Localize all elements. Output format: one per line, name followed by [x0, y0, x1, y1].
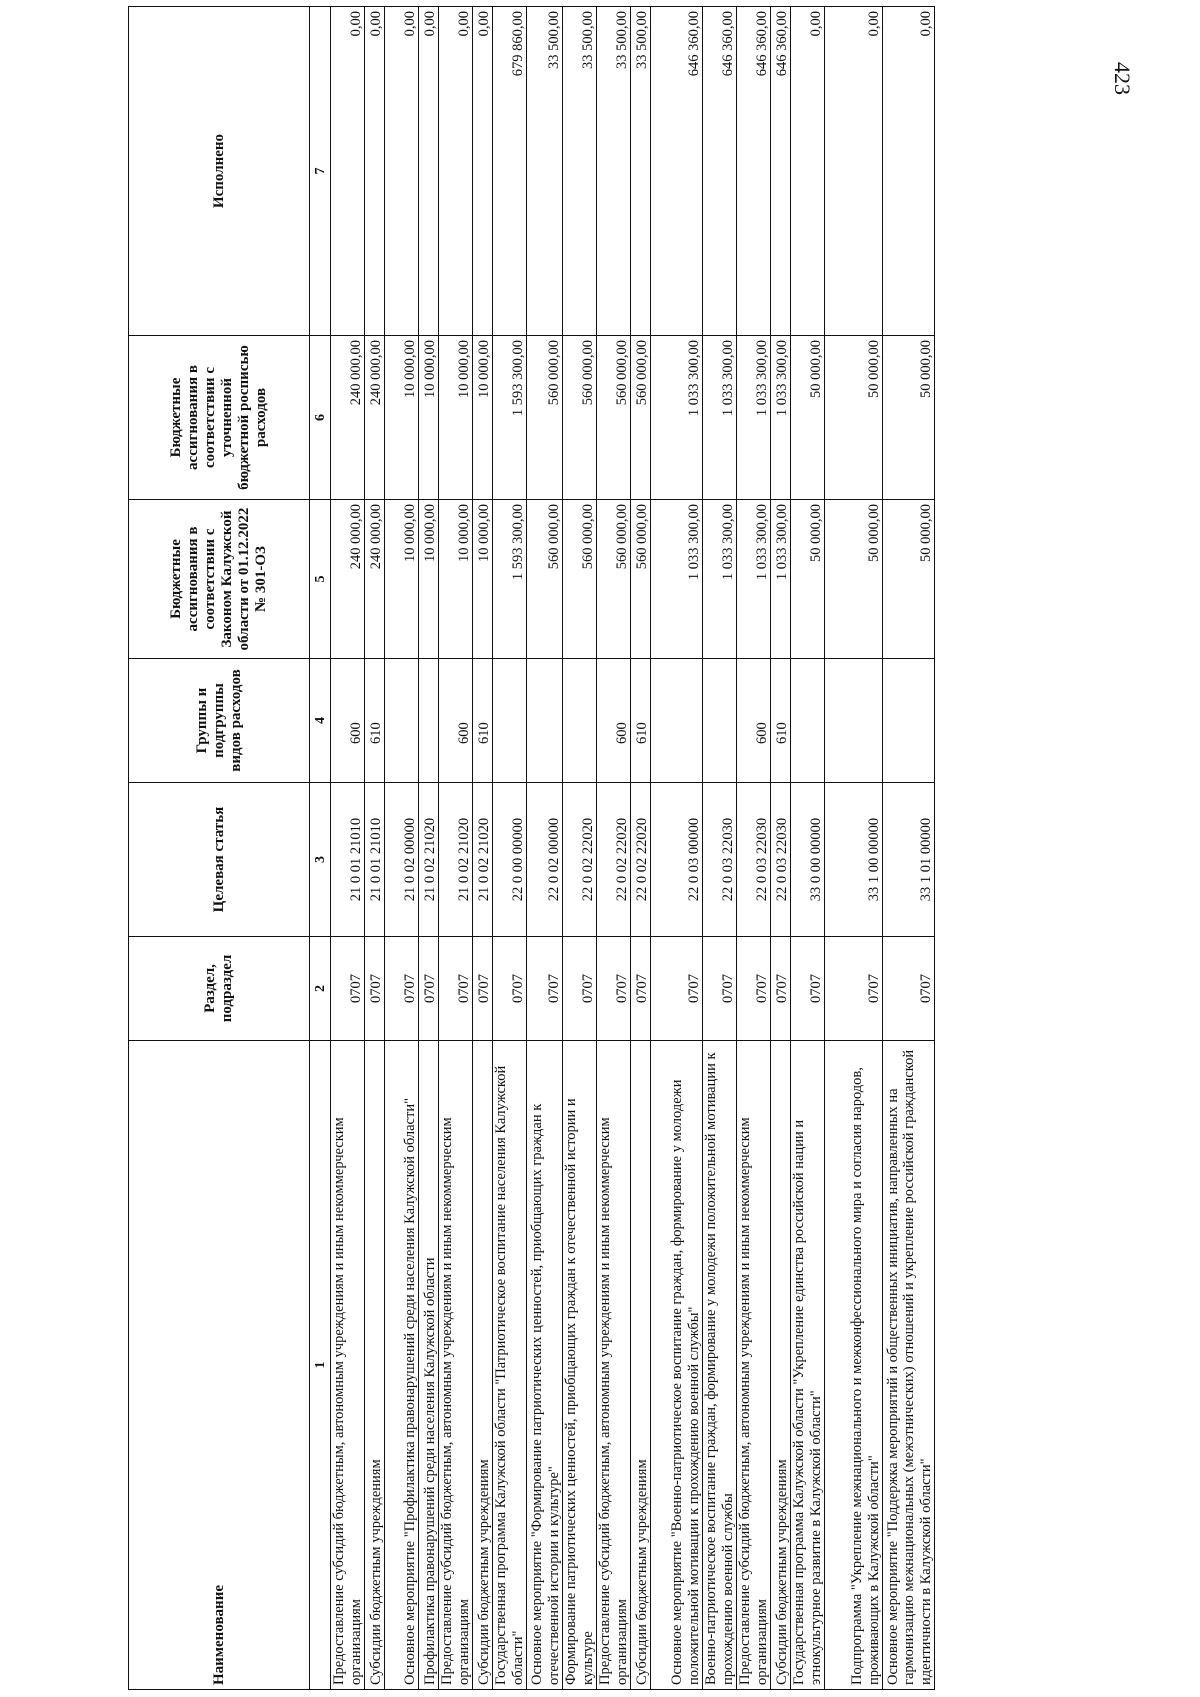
row-law: 1 033 300,00	[771, 500, 791, 659]
row-article: 33 0 00 00000	[791, 783, 825, 937]
row-roster: 10 000,00	[385, 336, 419, 500]
row-name: Основное мероприятие "Профилактика правонарушений среди населения Калужской области"	[385, 1041, 419, 1690]
header-number: 5	[310, 500, 331, 659]
table-row	[703, 7, 737, 1690]
table-row	[563, 7, 597, 1690]
table-row	[493, 7, 527, 1690]
row-done: 646 360,00	[651, 7, 703, 336]
row-article: 21 0 02 21020	[419, 783, 439, 937]
row-name: Предоставление субсидий бюджетным, автономным учреждениям и иным некоммерческим организациям	[597, 1041, 631, 1690]
table-row	[771, 7, 791, 1690]
row-done: 0,00	[419, 7, 439, 336]
row-article: 22 0 03 22030	[703, 783, 737, 937]
row-article: 22 0 02 22020	[631, 783, 651, 937]
row-name: Подпрограмма "Укрепление межнационального и межконфессионального мира и согласия народов, проживающих в Калужской области"	[825, 1041, 883, 1690]
row-done: 33 500,00	[631, 7, 651, 336]
row-law: 10 000,00	[385, 500, 419, 659]
row-done: 646 360,00	[737, 7, 771, 336]
row-done: 679 860,00	[493, 7, 527, 336]
header-row	[129, 7, 310, 1690]
header-number: 6	[310, 336, 331, 500]
row-done: 0,00	[473, 7, 493, 336]
row-section: 0707	[563, 937, 597, 1041]
row-group: 610	[473, 659, 493, 783]
row-law: 240 000,00	[365, 500, 385, 659]
row-roster: 560 000,00	[631, 336, 651, 500]
row-section: 0707	[365, 937, 385, 1041]
row-law: 1 033 300,00	[703, 500, 737, 659]
row-group: 600	[439, 659, 473, 783]
header-law: Бюджетные ассигнования в соответствии с Законом Калужской области от 01.12.2022 № 301-ОЗ	[129, 500, 310, 659]
row-roster: 1 033 300,00	[771, 336, 791, 500]
row-article: 22 0 03 00000	[651, 783, 703, 937]
row-law: 1 033 300,00	[737, 500, 771, 659]
header-group: Группы и подгруппы видов расходов	[129, 659, 310, 783]
row-group: 600	[597, 659, 631, 783]
row-article: 33 1 00 00000	[825, 783, 883, 937]
table-row	[385, 7, 419, 1690]
header-number: 2	[310, 937, 331, 1041]
row-section: 0707	[825, 937, 883, 1041]
row-law: 10 000,00	[419, 500, 439, 659]
table-row	[883, 7, 935, 1690]
table-body	[331, 7, 935, 1690]
row-article: 22 0 02 00000	[527, 783, 563, 937]
row-article: 22 0 02 22020	[597, 783, 631, 937]
row-law: 1 593 300,00	[493, 500, 527, 659]
row-roster: 560 000,00	[527, 336, 563, 500]
row-done: 33 500,00	[563, 7, 597, 336]
row-group	[527, 659, 563, 783]
row-section: 0707	[493, 937, 527, 1041]
row-done: 0,00	[825, 7, 883, 336]
row-section: 0707	[597, 937, 631, 1041]
row-roster: 560 000,00	[597, 336, 631, 500]
row-roster: 240 000,00	[331, 336, 365, 500]
row-section: 0707	[737, 937, 771, 1041]
table-row	[439, 7, 473, 1690]
row-law: 50 000,00	[825, 500, 883, 659]
row-group	[883, 659, 935, 783]
table-row	[791, 7, 825, 1690]
row-group: 610	[771, 659, 791, 783]
row-group	[791, 659, 825, 783]
row-roster: 560 000,00	[563, 336, 597, 500]
row-name: Предоставление субсидий бюджетным, автономным учреждениям и иным некоммерческим организациям	[439, 1041, 473, 1690]
page-number: 423	[1110, 62, 1135, 95]
row-law: 560 000,00	[631, 500, 651, 659]
row-name: Формирование патриотических ценностей, приобщающих граждан к отечественной истории и культуре	[563, 1041, 597, 1690]
row-group	[493, 659, 527, 783]
row-article: 22 0 03 22030	[771, 783, 791, 937]
row-article: 33 1 01 00000	[883, 783, 935, 937]
row-section: 0707	[439, 937, 473, 1041]
row-roster: 50 000,00	[825, 336, 883, 500]
row-section: 0707	[473, 937, 493, 1041]
header-number: 4	[310, 659, 331, 783]
header-done: Исполнено	[129, 7, 310, 336]
row-roster: 10 000,00	[473, 336, 493, 500]
table-row	[651, 7, 703, 1690]
row-law: 560 000,00	[597, 500, 631, 659]
row-roster: 1 593 300,00	[493, 336, 527, 500]
header-number: 7	[310, 7, 331, 336]
header-number-row	[310, 7, 331, 1690]
row-name: Основное мероприятие "Поддержка мероприятий и общественных инициатив, направленных на гармонизацию межнациональных (межэтнических) отношений и укрепление российской гражданской идентичности в Калужской области"	[883, 1041, 935, 1690]
row-article: 21 0 02 21020	[439, 783, 473, 937]
row-section: 0707	[791, 937, 825, 1041]
row-done: 0,00	[365, 7, 385, 336]
table-row	[419, 7, 439, 1690]
row-article: 21 0 01 21010	[365, 783, 385, 937]
row-name: Субсидии бюджетным учреждениям	[771, 1041, 791, 1690]
row-group	[419, 659, 439, 783]
table-row	[737, 7, 771, 1690]
row-law: 10 000,00	[473, 500, 493, 659]
row-law: 50 000,00	[791, 500, 825, 659]
header-roster: Бюджетные ассигнования в соответствии с уточненной бюджетной росписью расходов	[129, 336, 310, 500]
row-law: 50 000,00	[883, 500, 935, 659]
table-row	[527, 7, 563, 1690]
row-group	[563, 659, 597, 783]
row-group	[385, 659, 419, 783]
row-done: 33 500,00	[597, 7, 631, 336]
table-row	[365, 7, 385, 1690]
row-law: 1 033 300,00	[651, 500, 703, 659]
row-section: 0707	[651, 937, 703, 1041]
header-name: Наименование	[129, 1041, 310, 1690]
row-name: Военно-патриотическое воспитание граждан, формирование у молодежи положительной мотивации к прохождению военной службы	[703, 1041, 737, 1690]
row-group	[825, 659, 883, 783]
row-group	[703, 659, 737, 783]
row-roster: 1 033 300,00	[737, 336, 771, 500]
row-done: 33 500,00	[527, 7, 563, 336]
row-name: Предоставление субсидий бюджетным, автономным учреждениям и иным некоммерческим организациям	[331, 1041, 365, 1690]
row-section: 0707	[527, 937, 563, 1041]
row-group: 600	[331, 659, 365, 783]
row-name: Профилактика правонарушений среди населения Калужской области	[419, 1041, 439, 1690]
row-roster: 1 033 300,00	[651, 336, 703, 500]
row-done: 646 360,00	[771, 7, 791, 336]
row-section: 0707	[385, 937, 419, 1041]
row-name: Предоставление субсидий бюджетным, автономным учреждениям и иным некоммерческим организациям	[737, 1041, 771, 1690]
row-group: 600	[737, 659, 771, 783]
budget-table	[128, 6, 935, 1690]
row-roster: 10 000,00	[419, 336, 439, 500]
row-group	[651, 659, 703, 783]
row-section: 0707	[631, 937, 651, 1041]
table-row	[473, 7, 493, 1690]
row-name: Основное мероприятие "Военно-патриотическое воспитание граждан, формирование у молодежи положительной мотивации к прохождению военной службы"	[651, 1041, 703, 1690]
rotated-page	[128, 11, 1188, 1690]
row-name: Субсидии бюджетным учреждениям	[631, 1041, 651, 1690]
row-roster: 50 000,00	[791, 336, 825, 500]
row-section: 0707	[703, 937, 737, 1041]
row-section: 0707	[419, 937, 439, 1041]
row-done: 0,00	[439, 7, 473, 336]
row-name: Государственная программа Калужской области "Укрепление единства российской нации и этнокультурное развитие в Калужской области"	[791, 1041, 825, 1690]
row-roster: 10 000,00	[439, 336, 473, 500]
row-name: Государственная программа Калужской области "Патриотическое воспитание населения Калужской области"	[493, 1041, 527, 1690]
row-name: Субсидии бюджетным учреждениям	[365, 1041, 385, 1690]
row-article: 21 0 02 00000	[385, 783, 419, 937]
row-roster: 1 033 300,00	[703, 336, 737, 500]
row-law: 10 000,00	[439, 500, 473, 659]
row-group: 610	[631, 659, 651, 783]
header-section: Раздел, подраздел	[129, 937, 310, 1041]
row-section: 0707	[771, 937, 791, 1041]
table-row	[597, 7, 631, 1690]
header-number: 1	[310, 1041, 331, 1690]
row-law: 240 000,00	[331, 500, 365, 659]
row-law: 560 000,00	[563, 500, 597, 659]
row-name: Субсидии бюджетным учреждениям	[473, 1041, 493, 1690]
table-row	[631, 7, 651, 1690]
header-article: Целевая статья	[129, 783, 310, 937]
row-roster: 240 000,00	[365, 336, 385, 500]
header-number: 3	[310, 783, 331, 937]
row-article: 21 0 02 21020	[473, 783, 493, 937]
row-section: 0707	[331, 937, 365, 1041]
row-done: 0,00	[791, 7, 825, 336]
table-row	[331, 7, 365, 1690]
row-done: 0,00	[331, 7, 365, 336]
row-done: 646 360,00	[703, 7, 737, 336]
row-name: Основное мероприятие "Формирование патриотических ценностей, приобщающих граждан к отечественной истории и культуре"	[527, 1041, 563, 1690]
row-group: 610	[365, 659, 385, 783]
row-done: 0,00	[385, 7, 419, 336]
row-article: 21 0 01 21010	[331, 783, 365, 937]
table-row	[825, 7, 883, 1690]
row-article: 22 0 03 22030	[737, 783, 771, 937]
row-law: 560 000,00	[527, 500, 563, 659]
row-section: 0707	[883, 937, 935, 1041]
row-done: 0,00	[883, 7, 935, 336]
row-roster: 50 000,00	[883, 336, 935, 500]
row-article: 22 0 02 22020	[563, 783, 597, 937]
row-article: 22 0 00 00000	[493, 783, 527, 937]
